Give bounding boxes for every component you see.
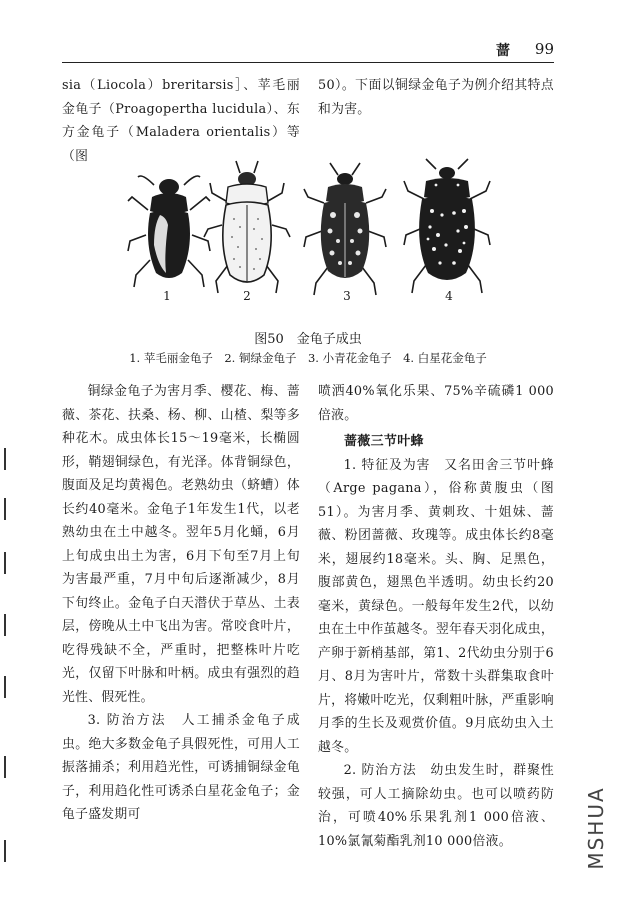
margin-mark	[4, 552, 6, 574]
margin-mark	[4, 840, 6, 862]
figure-caption: 图50 金龟子成虫	[254, 332, 362, 347]
beetle-illustration-1	[124, 155, 214, 305]
right-paragraph-1: 喷洒40%氧化乐果、75%辛硫磷1 000倍液。	[318, 384, 554, 423]
left-paragraph-2	[62, 709, 300, 827]
intro-left-text: sia（Liocola）breritarsis］、苹毛丽金龟子（Proagopertha lucidula）、东方金龟子（Maladera orientalis）等（图	[62, 78, 300, 164]
section-title: 蔷薇三节叶蜂	[344, 434, 424, 449]
right-paragraph-3	[318, 759, 554, 853]
margin-mark	[4, 676, 6, 698]
page-number: 99	[534, 40, 554, 58]
control-method-label: 3. 防治方法	[87, 713, 167, 728]
right-paragraph-2	[318, 454, 554, 760]
intro-right-column	[318, 74, 554, 121]
margin-mark	[4, 614, 6, 636]
beetle-figure	[62, 155, 554, 320]
running-header	[62, 36, 554, 63]
features-body: 又名田舍三节叶蜂（Arge pagana），俗称黄腹虫（图51）。为害月季、黄刺玫、十姐妹、蔷薇、粉团蔷薇、玫瑰等。成虫体长约8毫米，翅展约18毫米。头、胸、足黑色，腹部黄色，翅黑色半透明。幼虫长约20毫米，黄绿色。一般每年发生2代，以幼虫在土中作茧越冬。翌年春天羽化成虫，产卵于新梢基部，第1、2代幼虫分别于6月、8月为害叶片，常数十头群集取食叶片，将嫩叶吃光，仅剩粗叶脉，严重影响月季的生长及观赏价值。9月底幼虫入土越冬。	[318, 457, 554, 755]
figure-number-2: 2	[243, 289, 251, 303]
watermark	[578, 770, 608, 890]
left-column	[62, 380, 300, 827]
control-body: 幼虫发生时，群聚性较强，可人工摘除幼虫。也可以喷药防治，可喷40%乐果乳剂1 000倍液、10%氯氰菊酯乳剂10 000倍液。	[318, 763, 554, 849]
margin-mark	[4, 756, 6, 778]
control-method-body: 人工捕杀金龟子成虫。绝大多数金龟子具假死性，可用人工振落捕杀；利用趋光性，可诱捕铜绿金龟子，利用趋化性可诱杀白星花金龟子；金龟子盛发期可	[62, 713, 300, 822]
figure-number-4: 4	[445, 289, 453, 303]
figure-number-1: 1	[163, 289, 171, 303]
figure-number-3: 3	[343, 289, 351, 303]
intro-right-text: 50）。下面以铜绿金龟子为例介绍其特点和为害。	[318, 78, 554, 117]
right-column	[318, 380, 554, 853]
intro-left-column	[62, 74, 300, 168]
features-label: 1. 特征及为害	[343, 457, 431, 473]
beetle-illustration-2	[202, 155, 292, 305]
running-head-word: 蔷	[496, 43, 510, 59]
margin-mark	[4, 498, 6, 520]
watermark-text: MSHUA	[584, 786, 608, 870]
control-label: 2. 防治方法	[343, 763, 417, 778]
margin-mark	[4, 448, 6, 470]
beetle-illustration-4	[402, 155, 492, 305]
left-paragraph-1: 铜绿金龟子为害月季、樱花、梅、蔷薇、茶花、扶桑、杨、柳、山楂、梨等多种花木。成虫体长15～19毫米，长椭圆形，鞘翅铜绿色，有光泽。体背铜绿色，腹面及足均黄褐色。老熟幼虫（蛴螬）体长约40毫米。金龟子1年发生1代，以老熟幼虫在土中越冬。翌年5月化蛹，6月上旬成虫出土为害，6月下旬至7月上旬为害最严重，7月中旬后逐渐减少，8月下旬终止。金龟子白天潜伏于草丛、土表层，傍晚从土中飞出为害。常咬食叶片，吃得残缺不全，严重时，把整株叶片吃光，仅留下叶脉和叶柄。成虫有强烈的趋光性、假死性。	[62, 384, 300, 705]
beetle-illustration-3	[300, 155, 390, 305]
figure-legend: 1. 苹毛丽金龟子 2. 铜绿金龟子 3. 小青花金龟子 4. 白星花金龟子	[129, 351, 487, 365]
